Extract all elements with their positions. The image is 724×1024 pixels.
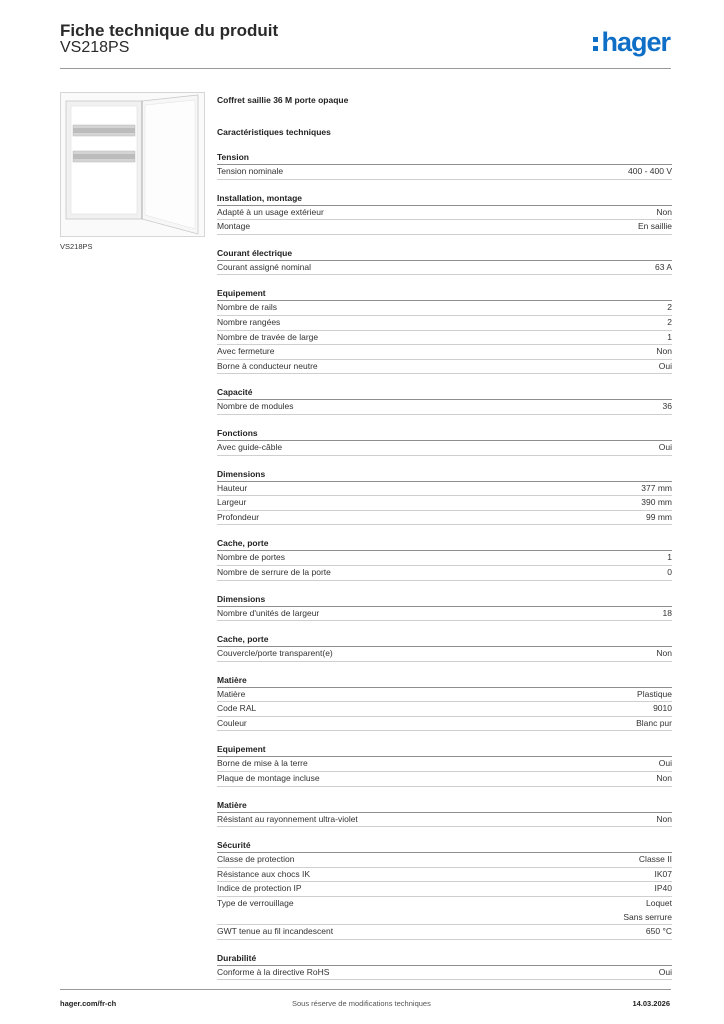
spec-value: Oui bbox=[658, 360, 672, 371]
spec-row bbox=[217, 316, 672, 331]
spec-value: 650 °C bbox=[645, 926, 672, 937]
spec-row bbox=[217, 206, 672, 221]
spec-label: Nombre de modules bbox=[217, 401, 294, 412]
product-image bbox=[60, 92, 205, 237]
spec-label: GWT tenue au fil incandescent bbox=[217, 926, 334, 937]
spec-value: Classe II bbox=[638, 854, 672, 865]
spec-row bbox=[217, 165, 672, 180]
section-heading: Courant électrique bbox=[217, 246, 672, 261]
spec-label: Nombre rangées bbox=[217, 316, 281, 327]
spec-value: IP40 bbox=[654, 883, 672, 894]
spec-value: Non bbox=[656, 773, 672, 784]
spec-value: 400 - 400 V bbox=[628, 166, 672, 176]
spec-row bbox=[217, 757, 672, 772]
spec-label: Montage bbox=[217, 221, 251, 232]
spec-row bbox=[217, 496, 672, 511]
spec-label: Classe de protection bbox=[217, 854, 295, 865]
spec-label: Nombre de serrure de la porte bbox=[217, 566, 331, 577]
spec-section bbox=[217, 385, 672, 415]
spec-label: Nombre de portes bbox=[217, 552, 286, 563]
spec-row bbox=[217, 925, 672, 940]
spec-row bbox=[217, 813, 672, 828]
spec-value: 1 bbox=[667, 331, 672, 342]
spec-row bbox=[217, 261, 672, 276]
spec-label: Profondeur bbox=[217, 511, 260, 522]
spec-row bbox=[217, 607, 672, 622]
spec-value: Non bbox=[656, 206, 672, 217]
spec-area bbox=[217, 90, 672, 980]
spec-value: 1 bbox=[667, 552, 672, 563]
spec-row bbox=[217, 551, 672, 566]
spec-value: 18 bbox=[662, 607, 672, 618]
spec-value: 99 mm bbox=[646, 511, 672, 522]
spec-section bbox=[217, 742, 672, 786]
spec-section bbox=[217, 592, 672, 622]
spec-label: Couleur bbox=[217, 717, 247, 728]
spec-row bbox=[217, 717, 672, 732]
spec-label: Indice de protection IP bbox=[217, 883, 302, 894]
spec-value: Non bbox=[656, 346, 672, 357]
spec-section bbox=[217, 246, 672, 276]
spec-row bbox=[217, 688, 672, 703]
spec-section bbox=[217, 150, 672, 180]
footer-website-link[interactable]: hager.com/fr-ch bbox=[60, 999, 117, 1008]
spec-value: 9010 bbox=[653, 703, 672, 714]
spec-row bbox=[217, 897, 672, 925]
spec-row bbox=[217, 772, 672, 787]
spec-value: En saillie bbox=[637, 221, 672, 232]
spec-row bbox=[217, 482, 672, 497]
spec-row bbox=[217, 702, 672, 717]
spec-label: Code RAL bbox=[217, 703, 257, 714]
spec-value: Oui bbox=[658, 441, 672, 452]
spec-label: Conforme à la directive RoHS bbox=[217, 966, 330, 977]
spec-label: Avec guide-câble bbox=[217, 441, 283, 452]
spec-section bbox=[217, 951, 672, 981]
spec-value: 377 mm bbox=[641, 482, 672, 493]
spec-row bbox=[217, 566, 672, 581]
spec-row bbox=[217, 868, 672, 883]
spec-value: IK07 bbox=[654, 868, 672, 879]
spec-value: Loquet Sans serrure bbox=[623, 898, 672, 922]
section-heading: Equipement bbox=[217, 742, 672, 757]
section-heading: Matière bbox=[217, 798, 672, 813]
spec-value: Oui bbox=[658, 758, 672, 769]
spec-value: 2 bbox=[667, 316, 672, 327]
spec-row bbox=[217, 331, 672, 346]
spec-section bbox=[217, 286, 672, 374]
spec-value: Oui bbox=[658, 966, 672, 977]
image-caption: VS218PS bbox=[60, 242, 93, 251]
spec-label: Nombre de travée de large bbox=[217, 331, 319, 342]
spec-value: 2 bbox=[667, 302, 672, 313]
spec-row bbox=[217, 220, 672, 235]
section-heading: Equipement bbox=[217, 286, 672, 301]
spec-label: Adapté à un usage extérieur bbox=[217, 206, 324, 217]
section-heading: Dimensions bbox=[217, 467, 672, 482]
spec-row bbox=[217, 360, 672, 375]
logo-dots-icon bbox=[593, 37, 598, 51]
spec-value: Non bbox=[656, 648, 672, 659]
spec-value: Non bbox=[656, 813, 672, 824]
spec-value: 63 A bbox=[654, 261, 672, 272]
footer-date: 14.03.2026 bbox=[632, 999, 670, 1008]
spec-section bbox=[217, 632, 672, 662]
section-heading: Sécurité bbox=[217, 838, 672, 853]
spec-section bbox=[217, 426, 672, 456]
spec-row bbox=[217, 345, 672, 360]
spec-row bbox=[217, 647, 672, 662]
spec-label: Type de verrouillage bbox=[217, 898, 294, 909]
spec-value: Blanc pur bbox=[636, 717, 672, 728]
header-divider bbox=[60, 68, 671, 69]
enclosure-illustration-icon bbox=[61, 93, 204, 236]
spec-label: Plaque de montage incluse bbox=[217, 773, 320, 784]
section-heading: Matière bbox=[217, 673, 672, 688]
spec-label: Nombre de rails bbox=[217, 302, 277, 313]
footer-notice: Sous réserve de modifications techniques bbox=[292, 999, 431, 1008]
spec-section bbox=[217, 536, 672, 580]
section-heading: Cache, porte bbox=[217, 536, 672, 551]
spec-label: Largeur bbox=[217, 497, 247, 508]
spec-label: Avec fermeture bbox=[217, 346, 275, 357]
spec-section bbox=[217, 798, 672, 828]
spec-label: Résistant au rayonnement ultra-violet bbox=[217, 813, 358, 824]
spec-sections bbox=[217, 150, 672, 980]
page-title: Fiche technique du produit bbox=[60, 21, 279, 40]
section-heading: Tension bbox=[217, 150, 672, 165]
spec-row bbox=[217, 301, 672, 316]
logo-text: hager bbox=[601, 26, 670, 57]
spec-section bbox=[217, 838, 672, 940]
section-heading: Fonctions bbox=[217, 426, 672, 441]
spec-label: Courant assigné nominal bbox=[217, 261, 312, 272]
spec-label: Hauteur bbox=[217, 482, 248, 493]
spec-label: Borne à conducteur neutre bbox=[217, 360, 318, 371]
spec-value: 36 bbox=[662, 401, 672, 412]
spec-row bbox=[217, 882, 672, 897]
section-heading: Cache, porte bbox=[217, 632, 672, 647]
spec-label: Résistance aux chocs IK bbox=[217, 868, 311, 879]
spec-section bbox=[217, 467, 672, 526]
spec-row bbox=[217, 400, 672, 415]
spec-value: 0 bbox=[667, 566, 672, 577]
spec-value: 390 mm bbox=[641, 497, 672, 508]
spec-value: Plastique bbox=[637, 688, 672, 699]
product-name: Coffret saillie 36 M porte opaque bbox=[217, 95, 349, 105]
spec-label: Couvercle/porte transparent(e) bbox=[217, 648, 333, 659]
section-heading: Capacité bbox=[217, 385, 672, 400]
spec-label: Borne de mise à la terre bbox=[217, 758, 308, 769]
section-heading: Dimensions bbox=[217, 592, 672, 607]
spec-row bbox=[217, 853, 672, 868]
footer-divider bbox=[60, 989, 671, 990]
spec-section bbox=[217, 191, 672, 235]
product-reference: VS218PS bbox=[60, 39, 130, 56]
spec-section bbox=[217, 673, 672, 732]
spec-label: Tension nominale bbox=[217, 166, 284, 176]
spec-row bbox=[217, 511, 672, 526]
section-heading: Durabilité bbox=[217, 951, 672, 966]
spec-label: Nombre d'unités de largeur bbox=[217, 607, 320, 618]
spec-row bbox=[217, 966, 672, 981]
spec-label: Matière bbox=[217, 688, 246, 699]
spec-row bbox=[217, 441, 672, 456]
hager-logo[interactable] bbox=[593, 26, 670, 58]
section-heading: Installation, montage bbox=[217, 191, 672, 206]
tech-specs-heading: Caractéristiques techniques bbox=[217, 127, 331, 137]
